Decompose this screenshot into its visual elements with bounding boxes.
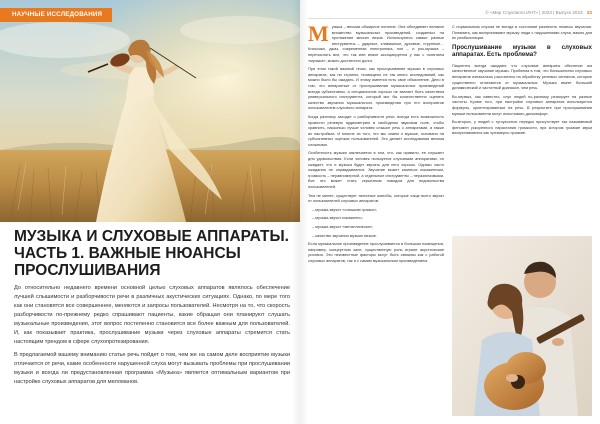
body-paragraph: Во-вторых, у людей с тугоухостью нередко присутствует так называемый феномен ускоренного нарастания громкости, при котором громкие звуки воспринимаются как чрезмерно громкие. [452,119,592,136]
body-paragraph: При этом такой важный тезис, как прослушивание музыки в слуховых аппаратах, как ни странно, посвящено не так много исследований, как можно было бы ожидать. И этому имеется есть свое объяснение. Дело в том, что аппаратные от прослушивания музыкальных произведений всегда субъективны, а специалистов хорошо не хватает быть качеством универсального инструмента, который мог бы количественно оценить качество звучания музыкального произведения при его восприятии пользователем слухового аппарата. [308,66,444,111]
lead-paragraph: В предлагаемой вашему вниманию статье речь пойдет о том, чем же на самом деле восприятие музыки отличается от речи, какие особенности нарушенной слуха могут вызывать проблемы при прослушивании музыки и всегда ли предустановленная программа «Музыка» является оптимальным вариантом при настройке слуховых аппаратов для меломанов. [14,352,290,385]
body-paragraph: Во-первых, как известно, слух людей по-разному реагирует на разные частоты. Кроме того, при настройке слуховых аппаратов используются формулы, ориентированные на речь. В результате при прослушивании музыки пользователи могут испытывать дискомфорт. [452,93,592,116]
running-head [308,8,592,18]
list-item: – музыка звучит «металлически»; [312,224,374,229]
body-paragraph: Пациенты всегда ожидают, что слуховые аппараты обеспечат им качественное звучание музыки. Проблема в том, что большинство слуховых аппаратов изначально рассчитано на обработку речевых сигналов, которые существенно отличаются от музыкальных. Музыка имеет больший динамический и частотный диапазон, чем речь. [452,62,592,91]
couple-guitar-photo [452,236,592,416]
section-subheading: Прослушивание музыки в слуховых аппаратах. Есть проблема? [452,43,592,59]
body-paragraph: Если музыкальное произведение прослушивается в большом помещении, например, концертном зале, существенную роль играют акустические условия. Эти неизвестные факторы могут быть связаны как с работой слуховых аппаратов, так и с самим музыкальным произведением. [308,241,444,263]
right-page [300,0,600,424]
body-paragraph: Тем не менее, существует типичные жалобы, которые чаще всего звучат от пользователей слуховых аппаратов: [308,192,444,204]
lead-paragraph: До относительно недавнего времени основной целью слуховых аппаратов являлось обеспечение лучшей слышимости и разборчивости речи в различных акустических ситуациях. Однако, по мере того как они становятся все совершеннее, меняются и запросы пользователей. Несмотря на то, что скорость разборчивости по-прежнему редко спрашивают пациенты, какие обращая они планируют слушать музыкальные произведения, этот вопрос постепенно становится все более важным для пользователей. И, как показывает практика, прослушивание музыки через слуховые аппараты стремится стать настоящим трендом в сфере слухопротезирования. [14,285,290,345]
body-paragraph [308,24,444,63]
violinist-hero-image [0,0,300,222]
list-item: – музыка звучит искаженно; [312,215,363,221]
body-paragraph: Особенность музыки заключается в том, что, как правило, ее слушают для удовольствия. Если человек пользуется слуховыми аппаратами, он ожидает, что и музыка будет звучать для него хорошо. Однако часто ожидания не оправдываются. Звучание может казаться искаженным, громкость – неравномерной, а отдельные инструменты – неразличимыми. Все это может стать серьезным поводом для недовольства пользователей. [308,150,444,190]
section-tag: НАУЧНЫЕ ИССЛЕДОВАНИЯ [0,8,112,22]
article-headline: МУЗЫКА И СЛУХОВЫЕ АППАРАТЫ. ЧАСТЬ 1. ВАЖНЫЕ НЮАНСЫ ПРОСЛУШИВАНИЯ [14,228,289,279]
body-paragraph: С нормальным слухом не всегда в состоянии различить нюансы звучания. Понимать, как воспринимают музыку люди с нарушениями слуха, важно для их реабилитации. [452,24,592,41]
article-lead [14,284,290,391]
list-item: – качество звучания музыки низкое. [312,232,378,238]
text-column-1 [308,24,444,416]
body-text: узыка – весьма обширное понятие. Она объединяет великое множество музыкальных произведений, созданных на протяжении многих веков. Используются самые разные инструменты – ударные, клавишные, духовые, струнные… Классика, джаз, современная электроника, поп – и рок-музыка – перечислять все, что так или иначе ассоциируется у нас с понятием «музыка», можно достаточно долго. [308,24,444,63]
list-item: – музыка звучит «слишком громко»; [312,206,378,212]
body-paragraph: Когда разговор заходит о разборчивости речи, всегда есть возможность провести речевую аудиометрию в свободном звуковом поле, чтобы сравнить, насколько лучше человек слышит речь с аппаратами, а также их настройках. И многое из того, что мы знаем о музыке, основано на субъективных оценках пользователей. Это делает исследования весьма сложными. [308,113,444,147]
page-number: 23 [586,10,592,15]
header-divider [308,18,592,19]
text-column-2 [452,24,592,229]
running-head-text: © «Мир Слухового ИНТ» | 2023 | Выпуск 2023 [485,10,583,15]
dropcap: М [308,24,329,46]
